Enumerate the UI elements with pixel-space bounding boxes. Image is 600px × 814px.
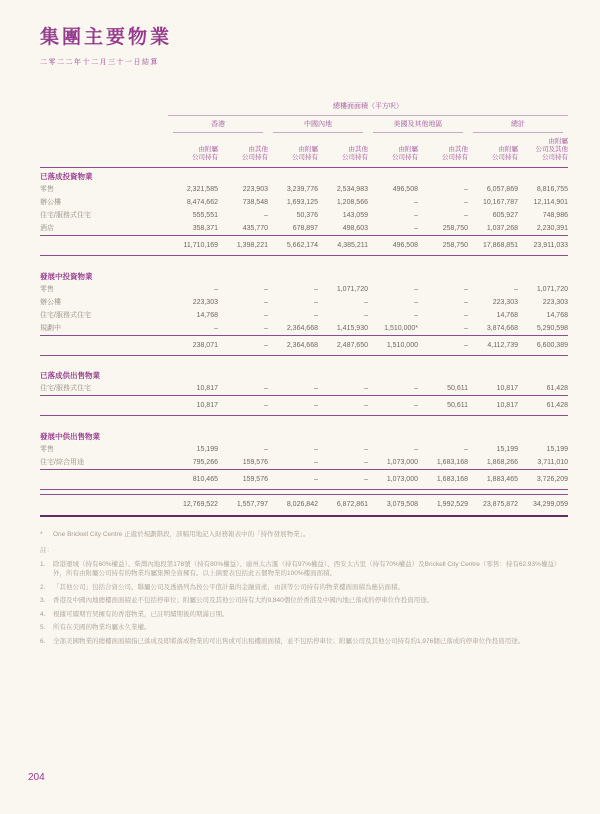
value-cell: 1,071,720 bbox=[536, 285, 568, 293]
grand-total-row bbox=[40, 494, 568, 516]
value-cell: 223,903 bbox=[242, 186, 268, 193]
value-cell: – bbox=[218, 335, 268, 355]
value-cell: – bbox=[364, 311, 368, 319]
asterisk-footnote bbox=[40, 530, 568, 540]
value-cell: 4,112,739 bbox=[468, 335, 518, 355]
value-cell: 2,321,585 bbox=[186, 186, 218, 193]
value-cell: 1,073,000 bbox=[386, 458, 418, 466]
value-cell: 50,376 bbox=[296, 212, 318, 219]
value-cell: 2,364,668 bbox=[268, 335, 318, 355]
notes-list bbox=[40, 560, 568, 647]
note-item-1 bbox=[40, 560, 568, 579]
value-cell: – bbox=[464, 445, 468, 453]
value-cell: 6,057,869 bbox=[486, 186, 518, 193]
value-cell: 1,510,000 bbox=[368, 335, 418, 355]
value-cell: 1,683,168 bbox=[436, 458, 468, 466]
properties-table bbox=[40, 100, 568, 517]
value-cell: 10,817 bbox=[168, 396, 218, 416]
value-cell: 1,071,720 bbox=[336, 285, 368, 293]
value-cell: 14,768 bbox=[496, 311, 518, 319]
value-cell: 2,230,391 bbox=[536, 225, 568, 232]
value-cell: 1,992,529 bbox=[418, 494, 468, 516]
value-cell: 14,768 bbox=[546, 311, 568, 319]
value-cell: – bbox=[464, 186, 468, 193]
column-header-4: 由附屬 公司持有 bbox=[368, 133, 418, 168]
value-cell: 1,398,221 bbox=[218, 236, 268, 256]
value-cell: 555,551 bbox=[192, 212, 218, 219]
value-cell: 8,816,755 bbox=[536, 186, 568, 193]
value-cell: – bbox=[414, 445, 418, 453]
value-cell: – bbox=[214, 324, 218, 332]
value-cell: 1,683,168 bbox=[418, 469, 468, 489]
value-cell: 10,817 bbox=[496, 385, 518, 392]
value-cell: 1,693,125 bbox=[286, 199, 318, 206]
value-cell: – bbox=[314, 285, 318, 293]
value-cell: – bbox=[314, 311, 318, 319]
value-cell: – bbox=[364, 445, 368, 453]
data-row bbox=[40, 382, 568, 396]
value-cell: 1,037,268 bbox=[486, 225, 518, 232]
value-cell: – bbox=[414, 212, 418, 219]
section-title-row bbox=[40, 367, 568, 382]
value-cell: 1,208,566 bbox=[336, 199, 368, 206]
value-cell: 678,897 bbox=[292, 225, 318, 232]
group-cell bbox=[368, 116, 468, 134]
row-label: 規劃中 bbox=[40, 324, 61, 332]
value-cell: 1,510,000* bbox=[384, 324, 418, 332]
group-header-3: 總計 bbox=[473, 116, 563, 133]
value-cell: – bbox=[368, 396, 418, 416]
value-cell: – bbox=[464, 324, 468, 332]
column-header-row bbox=[40, 133, 568, 168]
data-row bbox=[40, 296, 568, 309]
area-header-row bbox=[40, 100, 568, 116]
value-cell: 15,199 bbox=[496, 445, 518, 453]
row-label bbox=[40, 494, 168, 516]
value-cell: 238,071 bbox=[168, 335, 218, 355]
row-label bbox=[40, 396, 168, 416]
value-cell: – bbox=[264, 445, 268, 453]
note-marker: 5. bbox=[40, 624, 46, 631]
value-cell: 4,385,211 bbox=[318, 236, 368, 256]
note-text: 「其他公司」包括合資公司、聯屬公司及透過列為按公平值計量的金融資產，由該等公司持有的物業樓面面積為應佔面積。 bbox=[53, 583, 404, 591]
value-cell: – bbox=[218, 396, 268, 416]
value-cell: – bbox=[264, 385, 268, 392]
value-cell: 1,073,000 bbox=[368, 469, 418, 489]
section-title-row bbox=[40, 168, 568, 184]
value-cell: – bbox=[414, 285, 418, 293]
row-label: 辦公樓 bbox=[40, 298, 61, 306]
value-cell: 17,868,851 bbox=[468, 236, 518, 256]
value-cell: 810,465 bbox=[168, 469, 218, 489]
spacer-row bbox=[40, 256, 568, 268]
value-cell: 605,927 bbox=[492, 212, 518, 219]
group-cell bbox=[468, 116, 568, 134]
value-cell: 6,872,861 bbox=[318, 494, 368, 516]
row-label: 酒店 bbox=[40, 225, 54, 232]
area-header: 總樓面面積（平方呎） bbox=[168, 100, 568, 116]
value-cell: 5,662,174 bbox=[268, 236, 318, 256]
section-title-row bbox=[40, 428, 568, 443]
value-cell: 23,875,872 bbox=[468, 494, 518, 516]
value-cell: – bbox=[464, 199, 468, 206]
value-cell: – bbox=[314, 385, 318, 392]
value-cell: 3,711,010 bbox=[537, 458, 568, 466]
row-label bbox=[40, 236, 168, 256]
value-cell: 258,750 bbox=[442, 225, 468, 232]
value-cell: – bbox=[364, 385, 368, 392]
value-cell: – bbox=[414, 298, 418, 306]
value-cell: 358,371 bbox=[192, 225, 218, 232]
value-cell: – bbox=[264, 212, 268, 219]
section-title: 發展中投資物業 bbox=[40, 271, 93, 281]
page-title: 集團主要物業 bbox=[40, 27, 173, 48]
value-cell: – bbox=[414, 385, 418, 392]
note-item-3 bbox=[40, 596, 568, 606]
value-cell: – bbox=[414, 225, 418, 232]
data-row bbox=[40, 456, 568, 470]
value-cell: – bbox=[264, 324, 268, 332]
subtotal-row bbox=[40, 469, 568, 489]
value-cell: 795,266 bbox=[192, 458, 218, 466]
value-cell: – bbox=[414, 311, 418, 319]
section-title: 已落成投資物業 bbox=[40, 172, 93, 181]
column-header-3: 由其他 公司持有 bbox=[318, 133, 368, 168]
value-cell: 1,415,930 bbox=[336, 324, 368, 332]
data-row bbox=[40, 322, 568, 336]
value-cell: – bbox=[264, 298, 268, 306]
value-cell: – bbox=[314, 298, 318, 306]
note-item-6 bbox=[40, 637, 568, 647]
value-cell: – bbox=[464, 285, 468, 293]
value-cell: 11,710,169 bbox=[168, 236, 218, 256]
subtotal-row bbox=[40, 396, 568, 416]
value-cell: 2,364,668 bbox=[286, 324, 318, 332]
group-header-row bbox=[40, 116, 568, 134]
data-row bbox=[40, 196, 568, 209]
note-text: 除港運城（持有60%權益）、柴灣內地段第178號（持有80%權益）、廣州太古滙（持有97%權益）、西安太古里（持有70%權益）及Brickell City Centre（零售：持有62.93%權益）外，所有由附屬公司持有的物業均屬集團全資擁有。以上摘要表包括此五個物業的100%樓面面積。 bbox=[53, 560, 561, 577]
value-cell: 143,059 bbox=[342, 212, 368, 219]
section-title: 已落成供出售物業 bbox=[40, 371, 100, 380]
group-header-0: 香港 bbox=[173, 116, 263, 133]
table-header bbox=[40, 100, 568, 168]
row-label: 住宅/服務式住宅 bbox=[40, 212, 91, 219]
section-title: 發展中供出售物業 bbox=[40, 431, 100, 441]
value-cell: – bbox=[414, 199, 418, 206]
value-cell: 1,557,797 bbox=[218, 494, 268, 516]
value-cell: – bbox=[514, 285, 518, 293]
column-header-1: 由其他 公司持有 bbox=[218, 133, 268, 168]
value-cell: 61,428 bbox=[518, 396, 568, 416]
value-cell: 496,508 bbox=[368, 236, 418, 256]
value-cell: – bbox=[364, 458, 368, 466]
section-title-row bbox=[40, 268, 568, 283]
value-cell: 3,239,776 bbox=[286, 186, 318, 193]
value-cell: – bbox=[268, 469, 318, 489]
data-row bbox=[40, 209, 568, 222]
row-label: 零售 bbox=[40, 285, 54, 293]
table-body bbox=[40, 168, 568, 516]
value-cell: 12,769,522 bbox=[168, 494, 218, 516]
subtotal-row bbox=[40, 236, 568, 256]
notes-label: 註： bbox=[40, 547, 53, 554]
value-cell: 10,817 bbox=[468, 396, 518, 416]
value-cell: 1,868,266 bbox=[486, 458, 518, 466]
note-marker: 3. bbox=[40, 597, 46, 604]
data-row bbox=[40, 443, 568, 456]
note-text: 根據可續期官契擁有的香港物業，已註明續期後的期滿日期。 bbox=[53, 610, 229, 618]
value-cell: 223,303 bbox=[492, 298, 518, 306]
value-cell: 223,303 bbox=[542, 298, 568, 306]
value-cell: 3,726,209 bbox=[518, 469, 568, 489]
value-cell: 15,199 bbox=[196, 445, 218, 453]
row-label: 零售 bbox=[40, 186, 54, 193]
column-header-2: 由附屬 公司持有 bbox=[268, 133, 318, 168]
page-number: 204 bbox=[28, 772, 45, 783]
value-cell: 1,883,465 bbox=[468, 469, 518, 489]
value-cell: 10,167,787 bbox=[482, 199, 518, 206]
row-label bbox=[40, 469, 168, 489]
value-cell: – bbox=[364, 298, 368, 306]
row-label: 住宅/服務式住宅 bbox=[40, 385, 91, 392]
column-header-6: 由附屬 公司持有 bbox=[468, 133, 518, 168]
value-cell: 159,576 bbox=[218, 469, 268, 489]
group-header-2: 美國及其他地區 bbox=[373, 116, 463, 133]
row-label: 住宅/綜合用途 bbox=[40, 458, 84, 466]
note-marker: 1. bbox=[40, 560, 46, 568]
value-cell: – bbox=[314, 445, 318, 453]
value-cell: 8,026,842 bbox=[268, 494, 318, 516]
value-cell: 14,768 bbox=[196, 311, 218, 319]
value-cell: – bbox=[214, 285, 218, 293]
spacer-row bbox=[40, 355, 568, 367]
data-row bbox=[40, 222, 568, 236]
value-cell: 435,770 bbox=[242, 225, 268, 232]
value-cell: 50,611 bbox=[447, 385, 468, 392]
value-cell: – bbox=[264, 285, 268, 293]
group-cell bbox=[268, 116, 368, 134]
column-header-0: 由附屬 公司持有 bbox=[168, 133, 218, 168]
value-cell: 6,600,389 bbox=[518, 335, 568, 355]
note-marker: 4. bbox=[40, 610, 46, 618]
asterisk-text: One Brickell City Centre 正處於規劃階段，該幅用地記入財務報表中的「持作發展物業」。 bbox=[53, 530, 310, 538]
value-cell: 738,548 bbox=[242, 199, 268, 206]
note-marker: 6. bbox=[40, 637, 46, 645]
value-cell: 50,611 bbox=[418, 396, 468, 416]
note-marker: 2. bbox=[40, 583, 46, 591]
value-cell: – bbox=[268, 396, 318, 416]
note-item-4 bbox=[40, 610, 568, 620]
column-header-5: 由其他 公司持有 bbox=[418, 133, 468, 168]
value-cell: – bbox=[318, 469, 368, 489]
group-header-1: 中國內地 bbox=[273, 116, 363, 133]
data-row bbox=[40, 309, 568, 322]
value-cell: 23,911,033 bbox=[518, 236, 568, 256]
value-cell: 258,750 bbox=[418, 236, 468, 256]
row-label bbox=[40, 335, 168, 355]
asterisk-marker: * bbox=[40, 530, 43, 538]
value-cell: – bbox=[264, 311, 268, 319]
note-text: 香港及中國內地總樓面面積並不包括停車位；附屬公司及其他公司持有大約9,840個位於香港及中國內地已落成的停車位作投資用途。 bbox=[53, 597, 434, 604]
value-cell: – bbox=[318, 396, 368, 416]
value-cell: 498,603 bbox=[342, 225, 368, 232]
value-cell: 61,428 bbox=[546, 385, 568, 392]
value-cell: 12,114,901 bbox=[533, 199, 568, 206]
value-cell: 5,290,598 bbox=[536, 324, 568, 332]
value-cell: – bbox=[464, 298, 468, 306]
value-cell: – bbox=[418, 335, 468, 355]
row-label: 辦公樓 bbox=[40, 199, 61, 206]
footnotes bbox=[40, 530, 568, 647]
column-header-7: 由附屬 公司及其他 公司持有 bbox=[518, 133, 568, 168]
subtotal-row bbox=[40, 335, 568, 355]
row-label: 零售 bbox=[40, 445, 54, 453]
value-cell: 2,534,983 bbox=[336, 186, 368, 193]
value-cell: 8,474,662 bbox=[186, 199, 218, 206]
value-cell: 3,079,508 bbox=[368, 494, 418, 516]
value-cell: 748,986 bbox=[542, 212, 568, 219]
value-cell: 3,874,668 bbox=[486, 324, 518, 332]
value-cell: – bbox=[464, 311, 468, 319]
value-cell: 223,303 bbox=[192, 298, 218, 306]
row-label: 住宅/服務式住宅 bbox=[40, 311, 91, 319]
value-cell: 15,199 bbox=[546, 445, 568, 453]
value-cell: 10,817 bbox=[196, 385, 218, 392]
value-cell: 2,487,650 bbox=[318, 335, 368, 355]
spacer-row bbox=[40, 416, 568, 428]
note-item-2 bbox=[40, 583, 568, 593]
value-cell: 496,508 bbox=[392, 186, 418, 193]
value-cell: 34,299,059 bbox=[518, 494, 568, 516]
page-subtitle: 二零二二年十二月三十一日結算 bbox=[40, 59, 159, 66]
group-cell bbox=[168, 116, 268, 134]
value-cell: – bbox=[314, 458, 318, 466]
note-item-5 bbox=[40, 623, 568, 633]
value-cell: 159,576 bbox=[242, 458, 268, 466]
value-cell: – bbox=[464, 212, 468, 219]
data-row bbox=[40, 283, 568, 296]
data-row bbox=[40, 183, 568, 196]
note-text: 全部美國物業的總樓面面積指已落成及即將落成物業的可出售或可出租樓面面積，並不包括停車位；附屬公司及其他公司持有約1,976個已落成的停車位作投資用途。 bbox=[53, 637, 525, 645]
note-text: 所有在美國的物業均屬永久業權。 bbox=[53, 624, 151, 631]
